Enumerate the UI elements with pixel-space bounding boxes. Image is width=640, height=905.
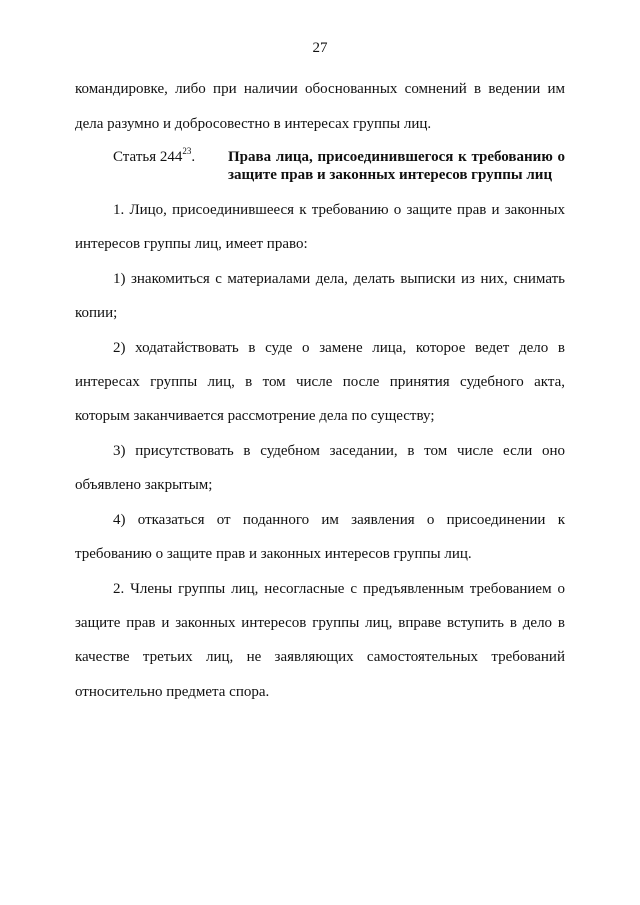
item-4-line: требованию о защите прав и законных интересов группы лиц. [75, 546, 472, 562]
item-1-line: копии; [75, 305, 118, 321]
article-title-line: защите прав и законных интересов группы лиц [228, 167, 553, 183]
item-1-line: 1) знакомиться с материалами дела, делать выписки из них, снимать [113, 271, 565, 287]
text-line: дела разумно и добросовестно в интересах группы лиц. [75, 116, 432, 132]
item-2-line: которым заканчивается рассмотрение дела по существу; [75, 408, 435, 424]
clause-2-line: 2. Члены группы лиц, несогласные с предъявленным требованием о [113, 581, 565, 597]
article-number: Статья 244 [113, 149, 183, 165]
clause-2-line: качестве третьих лиц, не заявляющих самостоятельных требований [75, 649, 565, 665]
article-label [113, 148, 195, 166]
article-superscript: 23 [182, 146, 192, 156]
article-label-suffix: . [191, 149, 196, 165]
item-3-line: 3) присутствовать в судебном заседании, в том числе если оно [113, 443, 565, 459]
page-number: 27 [312, 40, 328, 56]
clause-2-line: защите прав и законных интересов группы лиц, вправе вступить в дело в [75, 615, 565, 631]
item-3-line: объявлено закрытым; [75, 477, 213, 493]
item-4-line: 4) отказаться от поданного им заявления о присоединении к [113, 512, 565, 528]
text-line: командировке, либо при наличии обоснованных сомнений в ведении им [75, 81, 565, 97]
clause-1-line: интересов группы лиц, имеет право: [75, 236, 308, 252]
clause-1-line: 1. Лицо, присоединившееся к требованию о защите прав и законных [113, 202, 565, 218]
item-2-line: 2) ходатайствовать в суде о замене лица, которое ведет дело в [113, 340, 565, 356]
article-title-line: Права лица, присоединившегося к требованию о [228, 149, 565, 165]
item-2-line: интересах группы лиц, в том числе после принятия судебного акта, [75, 374, 565, 390]
clause-2-line: относительно предмета спора. [75, 684, 270, 700]
